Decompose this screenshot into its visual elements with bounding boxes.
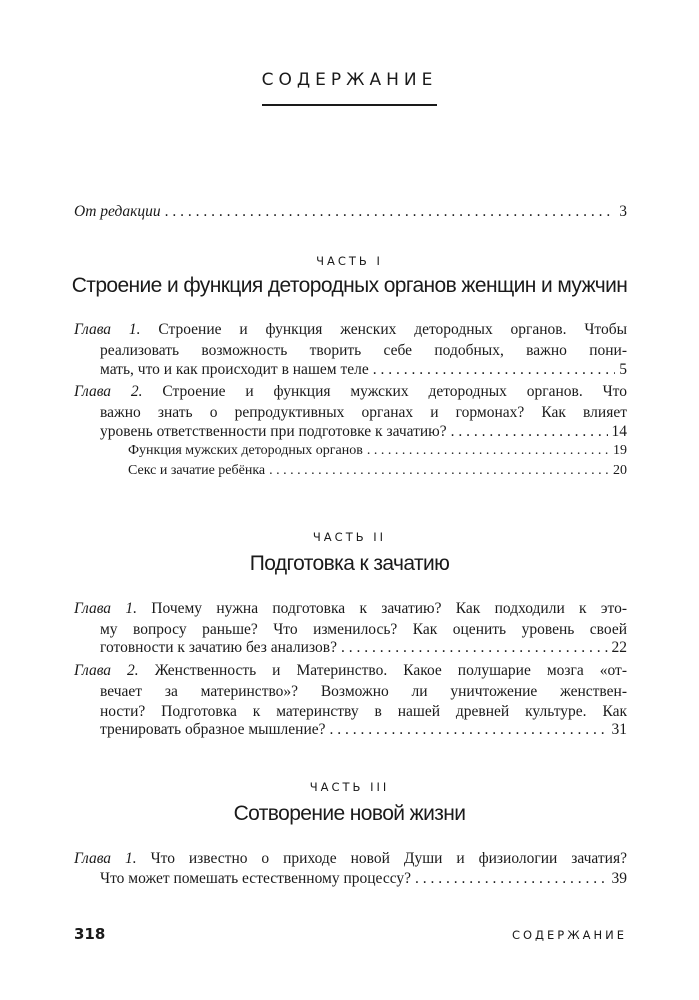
dot-leader bbox=[165, 203, 616, 221]
part-1-chapter-1-line-3[interactable] bbox=[100, 361, 627, 379]
chapter-number: Глава 1. bbox=[74, 850, 137, 867]
chapter-text: Почему нужна подготовка к зачатию? Как подходили к это- bbox=[151, 600, 628, 617]
part-2-title: Подготовка к зачатию bbox=[249, 552, 450, 575]
part-1-label: ЧАСТЬ I bbox=[316, 254, 383, 268]
part-2-chapter-2-line-1[interactable] bbox=[74, 661, 627, 681]
dot-leader bbox=[367, 443, 609, 459]
chapter-text: Строение и функция мужских детородных органов. Что bbox=[162, 383, 628, 400]
chapter-number: Глава 2. bbox=[74, 383, 143, 400]
part-3-title: Сотворение новой жизни bbox=[233, 802, 466, 825]
part-1-chapter-2-line-2: важно знать о репродуктивных органах и гормонах? Как влияет bbox=[100, 404, 627, 421]
part-3-chapter-1-line-2[interactable] bbox=[100, 870, 627, 888]
chapter-text: Строение и функция женских детородных органов. Чтобы bbox=[158, 321, 628, 338]
dot-leader bbox=[415, 870, 607, 888]
dot-leader bbox=[451, 423, 608, 441]
part-2-chapter-1-line-1[interactable] bbox=[74, 599, 627, 619]
part-1-chapter-2-line-3[interactable] bbox=[100, 423, 627, 441]
subsection-entry[interactable] bbox=[128, 443, 627, 459]
dot-leader bbox=[330, 721, 608, 739]
part-1-chapter-2-line-1[interactable] bbox=[74, 382, 627, 402]
subsection-label: Функция мужских детородных органов bbox=[128, 443, 363, 458]
part-2-chapter-1-line-3[interactable] bbox=[100, 639, 627, 657]
dot-leader bbox=[341, 639, 608, 657]
chapter-text: Женственность и Материнство. Какое полушарие мозга «от- bbox=[154, 662, 627, 679]
dot-leader bbox=[269, 463, 609, 479]
part-2-chapter-2-line-3: ности? Подготовка к материнству в нашей древней культуре. Как bbox=[100, 703, 627, 720]
part-2-chapter-2-line-2: вечает за материнство»? Возможно ли уничтожение женствен- bbox=[100, 683, 627, 700]
chapter-text: Что известно о приходе новой Души и физиологии зачатия? bbox=[150, 850, 627, 867]
title-rule bbox=[262, 104, 437, 106]
part-1-chapter-1-line-1[interactable] bbox=[74, 320, 627, 340]
chapter-text: уровень ответственности при подготовке к зачатию? bbox=[100, 423, 447, 440]
intro-label: От редакции bbox=[74, 203, 161, 220]
part-1-chapter-1-line-2: реализовать возможность творить себе подобных, важно пони- bbox=[100, 342, 627, 359]
chapter-page: 5 bbox=[619, 361, 627, 378]
toc-entry-intro[interactable] bbox=[74, 203, 627, 221]
part-2-label: ЧАСТЬ II bbox=[312, 530, 387, 544]
subsection-page: 20 bbox=[613, 463, 627, 478]
chapter-text: тренировать образное мышление? bbox=[100, 721, 326, 738]
part-2-chapter-1-line-2: му вопросу раньше? Что изменилось? Как оценить уровень своей bbox=[100, 621, 627, 638]
dot-leader bbox=[373, 361, 616, 379]
chapter-page: 39 bbox=[611, 870, 627, 887]
part-3-chapter-1-line-1[interactable] bbox=[74, 849, 627, 869]
chapter-text: мать, что и как происходит в нашем теле bbox=[100, 361, 369, 378]
chapter-number: Глава 1. bbox=[74, 321, 141, 338]
chapter-text: Что может помешать естественному процессу? bbox=[100, 870, 412, 887]
subsection-label: Секс и зачатие ребёнка bbox=[128, 463, 266, 478]
chapter-page: 31 bbox=[611, 721, 627, 738]
intro-page: 3 bbox=[619, 203, 627, 220]
footer-running-title: СОДЕРЖАНИЕ bbox=[511, 928, 627, 942]
chapter-page: 14 bbox=[611, 423, 627, 440]
chapter-page: 22 bbox=[611, 639, 627, 656]
chapter-number: Глава 2. bbox=[74, 662, 139, 679]
part-2-chapter-2-line-4[interactable] bbox=[100, 721, 627, 739]
subsection-entry[interactable] bbox=[128, 463, 627, 479]
part-3-label: ЧАСТЬ III bbox=[309, 780, 390, 794]
page-title: СОДЕРЖАНИЕ bbox=[261, 70, 438, 90]
subsection-page: 19 bbox=[613, 443, 627, 458]
chapter-number: Глава 1. bbox=[74, 600, 137, 617]
chapter-text: готовности к зачатию без анализов? bbox=[100, 639, 337, 656]
footer-page-number: 318 bbox=[74, 925, 106, 943]
part-1-title: Строение и функция детородных органов женщин и мужчин bbox=[71, 274, 628, 297]
